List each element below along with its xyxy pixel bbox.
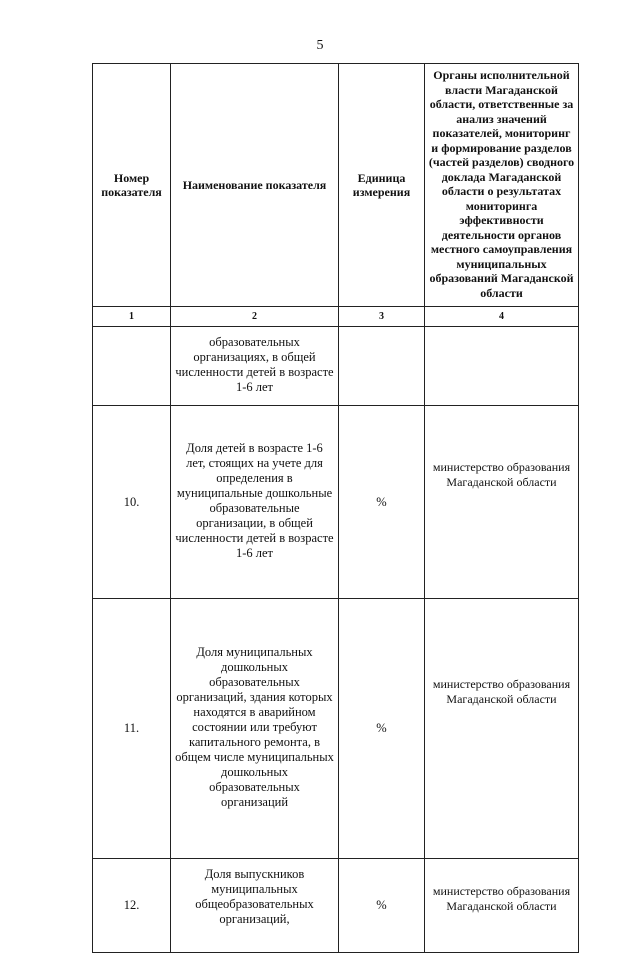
indicator-unit	[339, 327, 425, 406]
responsible-org	[425, 327, 579, 406]
indicator-unit: %	[339, 406, 425, 599]
table-row	[93, 599, 579, 859]
page-number: 5	[316, 38, 324, 53]
table-row	[93, 859, 579, 953]
responsible-org: министерство образования Магаданской области	[425, 859, 579, 953]
indicator-name: Доля муниципальных дошкольных образовательных организаций, здания которых находятся в аварийном состоянии или требуют капитального ремонта, в общем числе муниципальных дошкольных образовательных организаций	[171, 599, 339, 859]
indicator-name: образовательных организациях, в общей численности детей в возрасте 1-6 лет	[171, 327, 339, 406]
indicator-number	[93, 327, 171, 406]
column-number-row	[93, 307, 579, 327]
column-number: 3	[339, 307, 425, 327]
indicator-name: Доля детей в возрасте 1-6 лет, стоящих на учете для определения в муниципальные дошкольные образовательные организации, в общей численности детей в возрасте 1-6 лет	[171, 406, 339, 599]
table-header-row	[93, 64, 579, 307]
responsible-org: министерство образования Магаданской области	[425, 406, 579, 599]
column-number: 2	[171, 307, 339, 327]
header-unit: Единица измерения	[339, 64, 425, 307]
indicator-unit: %	[339, 599, 425, 859]
table-row	[93, 406, 579, 599]
indicator-number: 10.	[93, 406, 171, 599]
table-row	[93, 327, 579, 406]
indicator-number: 11.	[93, 599, 171, 859]
header-responsible-org: Органы исполнительной власти Магаданской области, ответственные за анализ значений показателей, мониторинг и формирование разделов (частей разделов) сводного доклада Магаданской области о результатах мониторинга эффективности деятельности органов местного самоуправления муниципальных образований Магаданской области	[425, 64, 579, 307]
header-name: Наименование показателя	[171, 64, 339, 307]
responsible-org: министерство образования Магаданской области	[425, 599, 579, 859]
indicator-name: Доля выпускников муниципальных общеобразовательных организаций,	[171, 859, 339, 953]
column-number: 1	[93, 307, 171, 327]
column-number: 4	[425, 307, 579, 327]
header-number: Номер показателя	[93, 64, 171, 307]
indicators-table	[92, 63, 579, 953]
indicator-number: 12.	[93, 859, 171, 953]
indicator-unit: %	[339, 859, 425, 953]
